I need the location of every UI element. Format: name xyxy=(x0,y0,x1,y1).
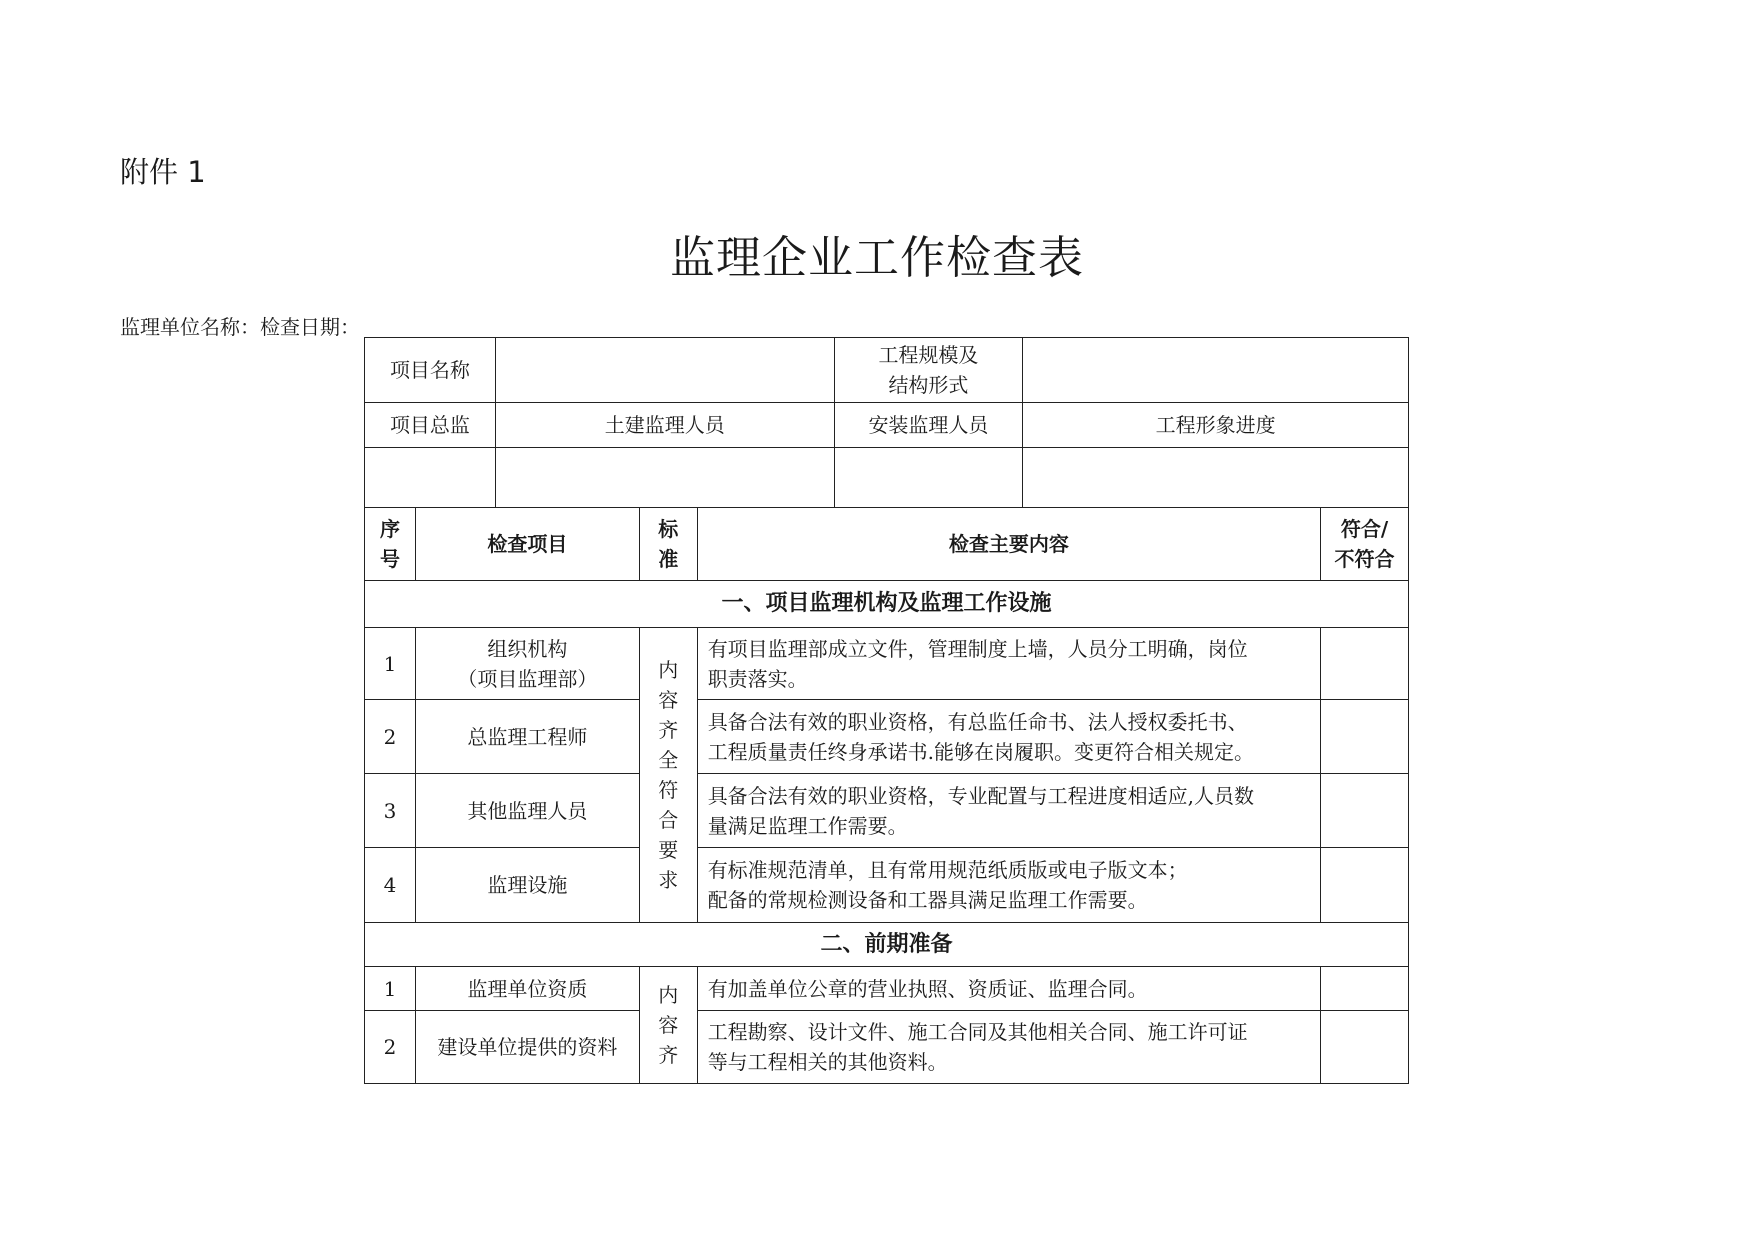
project-info-table xyxy=(364,337,1409,508)
standard-cell xyxy=(639,628,697,923)
header-conform-line-1: 符合/ xyxy=(1340,517,1389,541)
section-title: 二、前期准备 xyxy=(365,923,1409,967)
standard-char: 齐 xyxy=(658,718,679,742)
scale-structure-value xyxy=(1023,338,1409,403)
row-content xyxy=(697,1011,1320,1084)
row-item: 总监理工程师 xyxy=(415,700,639,774)
row-item: 建设单位提供的资料 xyxy=(415,1011,639,1084)
conform-cell xyxy=(1321,848,1409,923)
civil-supervisor-label: 土建监理人员 xyxy=(495,403,834,448)
row-content-line-2: 量满足监理工作需要。 xyxy=(707,813,908,838)
row-content-line-1: 有标准规范清单，且有常用规范纸质版或电子版文本； xyxy=(707,858,1188,882)
header-std-line-1: 标 xyxy=(658,517,679,541)
chief-supervisor-value xyxy=(365,448,496,508)
standard-char: 容 xyxy=(658,1013,679,1037)
standard-char: 符 xyxy=(658,778,679,802)
row-item-line-2: （项目监理部） xyxy=(457,666,598,691)
attachment-label: 附件 1 xyxy=(120,155,206,189)
section-row xyxy=(365,923,1409,967)
conform-cell xyxy=(1321,700,1409,774)
standard-char: 内 xyxy=(658,658,679,682)
standard-char: 齐 xyxy=(658,1043,679,1067)
inspection-table xyxy=(364,507,1409,1084)
table-row xyxy=(365,774,1409,848)
row-content-line-2: 职责落实。 xyxy=(707,666,808,691)
header-conform-line-2: 不符合 xyxy=(1334,547,1395,571)
conform-cell xyxy=(1321,1011,1409,1084)
progress-label: 工程形象进度 xyxy=(1023,403,1409,448)
row-number: 1 xyxy=(365,967,416,1011)
scale-label-line-1: 工程规模及 xyxy=(878,343,979,367)
header-item: 检查项目 xyxy=(415,508,639,581)
row-item xyxy=(415,628,639,700)
standard-char: 要 xyxy=(658,838,679,862)
row-number: 2 xyxy=(365,1011,416,1084)
header-seq xyxy=(365,508,416,581)
conform-cell xyxy=(1321,628,1409,700)
project-name-value xyxy=(495,338,834,403)
row-content-line-1: 具备合法有效的职业资格，专业配置与工程进度相适应,人员数 xyxy=(707,783,1255,808)
standard-char: 容 xyxy=(658,688,679,712)
section-title: 一、项目监理机构及监理工作设施 xyxy=(365,581,1409,628)
table-row xyxy=(365,967,1409,1011)
install-supervisor-value xyxy=(834,448,1023,508)
row-number: 1 xyxy=(365,628,416,700)
row-number: 3 xyxy=(365,774,416,848)
row-content xyxy=(697,700,1320,774)
row-number: 4 xyxy=(365,848,416,923)
page-title: 监理企业工作检查表 xyxy=(669,231,1084,284)
header-content: 检查主要内容 xyxy=(697,508,1320,581)
standard-cell xyxy=(639,967,697,1084)
table-row xyxy=(365,848,1409,923)
standard-char: 全 xyxy=(658,748,679,772)
scale-label-line-2: 结构形式 xyxy=(888,373,969,397)
row-content-line-2: 等与工程相关的其他资料。 xyxy=(707,1050,948,1074)
scale-structure-label xyxy=(834,338,1023,403)
project-name-label: 项目名称 xyxy=(365,338,496,403)
row-content xyxy=(697,628,1320,700)
row-item-line-1: 组织机构 xyxy=(487,636,568,661)
table-row xyxy=(365,1011,1409,1084)
row-content: 有加盖单位公章的营业执照、资质证、监理合同。 xyxy=(697,967,1320,1011)
row-number: 2 xyxy=(365,700,416,774)
unit-date-line: 监理单位名称：检查日期： xyxy=(120,315,360,339)
row-item: 监理设施 xyxy=(415,848,639,923)
row-content-line-2: 配备的常规检测设备和工器具满足监理工作需要。 xyxy=(707,888,1148,912)
progress-value xyxy=(1023,448,1409,508)
civil-supervisor-value xyxy=(495,448,834,508)
row-content xyxy=(697,774,1320,848)
row-content-line-1: 具备合法有效的职业资格，有总监任命书、法人授权委托书、 xyxy=(707,709,1248,734)
conform-cell xyxy=(1321,774,1409,848)
chief-supervisor-label: 项目总监 xyxy=(365,403,496,448)
standard-char: 合 xyxy=(658,808,679,832)
table-row xyxy=(365,700,1409,774)
conform-cell xyxy=(1321,967,1409,1011)
table-row xyxy=(365,628,1409,700)
header-standard xyxy=(639,508,697,581)
row-item: 监理单位资质 xyxy=(415,967,639,1011)
install-supervisor-label: 安装监理人员 xyxy=(834,403,1023,448)
row-item: 其他监理人员 xyxy=(415,774,639,848)
row-content-line-1: 工程勘察、设计文件、施工合同及其他相关合同、施工许可证 xyxy=(707,1020,1248,1044)
header-seq-line-1: 序 xyxy=(379,517,400,541)
standard-char: 求 xyxy=(658,868,679,892)
section-row xyxy=(365,581,1409,628)
header-std-line-2: 准 xyxy=(658,547,679,571)
header-seq-line-2: 号 xyxy=(379,547,400,571)
row-content-line-1: 有项目监理部成立文件，管理制度上墙，人员分工明确，岗位 xyxy=(707,636,1248,661)
header-row xyxy=(365,508,1409,581)
row-content-line-2: 工程质量责任终身承诺书.能够在岗履职。变更符合相关规定。 xyxy=(707,739,1255,764)
header-conform xyxy=(1321,508,1409,581)
row-content xyxy=(697,848,1320,923)
standard-char: 内 xyxy=(658,983,679,1007)
